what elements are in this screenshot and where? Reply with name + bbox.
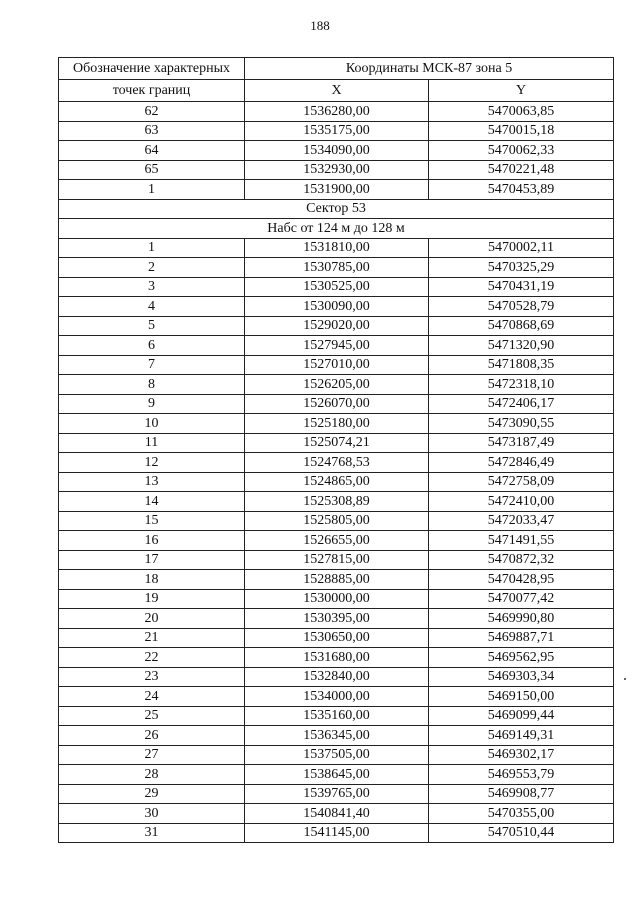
table-row: [59, 258, 614, 278]
y-coordinate-cell: 5469553,79: [429, 765, 614, 785]
y-coordinate-cell: 5470528,79: [429, 297, 614, 317]
table-row: [59, 297, 614, 317]
y-coordinate-cell: 5472406,17: [429, 394, 614, 414]
point-cell: 13: [59, 472, 245, 492]
coordinates-table: [58, 57, 614, 843]
table-row: [59, 765, 614, 785]
point-cell: 5: [59, 316, 245, 336]
x-coordinate-cell: 1524865,00: [245, 472, 429, 492]
point-cell: 27: [59, 745, 245, 765]
table-row: [59, 414, 614, 434]
y-coordinate-cell: 5469099,44: [429, 706, 614, 726]
y-coordinate-cell: 5473090,55: [429, 414, 614, 434]
point-cell: 25: [59, 706, 245, 726]
table-row: [59, 453, 614, 473]
x-coordinate-cell: 1526655,00: [245, 531, 429, 551]
y-coordinate-cell: 5470510,44: [429, 823, 614, 843]
table-row: [59, 784, 614, 804]
y-coordinate-cell: 5472410,00: [429, 492, 614, 512]
x-coordinate-cell: 1540841,40: [245, 804, 429, 824]
point-cell: 20: [59, 609, 245, 629]
y-coordinate-cell: 5473187,49: [429, 433, 614, 453]
x-coordinate-cell: 1537505,00: [245, 745, 429, 765]
y-coordinate-cell: 5470221,48: [429, 160, 614, 180]
x-coordinate-cell: 1530650,00: [245, 628, 429, 648]
table-row: [59, 336, 614, 356]
x-coordinate-cell: 1531900,00: [245, 180, 429, 200]
y-coordinate-cell: 5470015,18: [429, 121, 614, 141]
y-coordinate-cell: 5471808,35: [429, 355, 614, 375]
point-cell: 23: [59, 667, 245, 687]
table-row: [59, 667, 614, 687]
table-row: [59, 687, 614, 707]
point-cell: 22: [59, 648, 245, 668]
table-row: [59, 141, 614, 161]
header-coordinates: Координаты МСК-87 зона 5: [245, 58, 614, 80]
y-coordinate-cell: 5470868,69: [429, 316, 614, 336]
table-row: [59, 823, 614, 843]
section-label: Набс от 124 м до 128 м: [59, 219, 614, 239]
header-point-designation-line1: Обозначение характерных: [59, 58, 245, 80]
y-coordinate-cell: 5469303,34: [429, 667, 614, 687]
y-coordinate-cell: 5470355,00: [429, 804, 614, 824]
x-coordinate-cell: 1525074,21: [245, 433, 429, 453]
y-coordinate-cell: 5469149,31: [429, 726, 614, 746]
x-coordinate-cell: 1530090,00: [245, 297, 429, 317]
header-point-designation-line2: точек границ: [59, 80, 245, 102]
table-row: [59, 531, 614, 551]
table-row: [59, 745, 614, 765]
y-coordinate-cell: 5470002,11: [429, 238, 614, 258]
x-coordinate-cell: 1524768,53: [245, 453, 429, 473]
point-cell: 21: [59, 628, 245, 648]
point-cell: 11: [59, 433, 245, 453]
point-cell: 7: [59, 355, 245, 375]
x-coordinate-cell: 1530000,00: [245, 589, 429, 609]
point-cell: 2: [59, 258, 245, 278]
point-cell: 24: [59, 687, 245, 707]
point-cell: 9: [59, 394, 245, 414]
y-coordinate-cell: 5469908,77: [429, 784, 614, 804]
x-coordinate-cell: 1527945,00: [245, 336, 429, 356]
table-header: [59, 58, 614, 102]
table-row: [59, 648, 614, 668]
table-row: [59, 102, 614, 122]
section-row: [59, 199, 614, 219]
table-row: [59, 589, 614, 609]
x-coordinate-cell: 1526205,00: [245, 375, 429, 395]
x-coordinate-cell: 1536280,00: [245, 102, 429, 122]
point-cell: 6: [59, 336, 245, 356]
y-coordinate-cell: 5469562,95: [429, 648, 614, 668]
x-coordinate-cell: 1541145,00: [245, 823, 429, 843]
table-row: [59, 277, 614, 297]
point-cell: 3: [59, 277, 245, 297]
y-coordinate-cell: 5472033,47: [429, 511, 614, 531]
x-coordinate-cell: 1525180,00: [245, 414, 429, 434]
y-coordinate-cell: 5470063,85: [429, 102, 614, 122]
table-row: [59, 706, 614, 726]
x-coordinate-cell: 1525308,89: [245, 492, 429, 512]
point-cell: 19: [59, 589, 245, 609]
point-cell: 65: [59, 160, 245, 180]
table-row: [59, 180, 614, 200]
y-coordinate-cell: 5470077,42: [429, 589, 614, 609]
x-coordinate-cell: 1531810,00: [245, 238, 429, 258]
y-coordinate-cell: 5472318,10: [429, 375, 614, 395]
y-coordinate-cell: 5470325,29: [429, 258, 614, 278]
point-cell: 15: [59, 511, 245, 531]
table-header-row: [59, 58, 614, 80]
x-coordinate-cell: 1535175,00: [245, 121, 429, 141]
table-row: [59, 316, 614, 336]
table-row: [59, 375, 614, 395]
x-coordinate-cell: 1531680,00: [245, 648, 429, 668]
point-cell: 62: [59, 102, 245, 122]
x-coordinate-cell: 1539765,00: [245, 784, 429, 804]
point-cell: 14: [59, 492, 245, 512]
point-cell: 10: [59, 414, 245, 434]
x-coordinate-cell: 1529020,00: [245, 316, 429, 336]
x-coordinate-cell: 1526070,00: [245, 394, 429, 414]
y-coordinate-cell: 5470062,33: [429, 141, 614, 161]
point-cell: 17: [59, 550, 245, 570]
point-cell: 29: [59, 784, 245, 804]
x-coordinate-cell: 1527010,00: [245, 355, 429, 375]
y-coordinate-cell: 5472758,09: [429, 472, 614, 492]
x-coordinate-cell: 1530785,00: [245, 258, 429, 278]
y-coordinate-cell: 5471320,90: [429, 336, 614, 356]
table-row: [59, 121, 614, 141]
table-row: [59, 628, 614, 648]
table-body: [59, 102, 614, 843]
point-cell: 4: [59, 297, 245, 317]
table-row: [59, 472, 614, 492]
y-coordinate-cell: 5469990,80: [429, 609, 614, 629]
table-row: [59, 238, 614, 258]
x-coordinate-cell: 1530395,00: [245, 609, 429, 629]
point-cell: 30: [59, 804, 245, 824]
x-coordinate-cell: 1532930,00: [245, 160, 429, 180]
table-row: [59, 511, 614, 531]
y-coordinate-cell: 5470872,32: [429, 550, 614, 570]
y-coordinate-cell: 5469887,71: [429, 628, 614, 648]
point-cell: 28: [59, 765, 245, 785]
x-coordinate-cell: 1525805,00: [245, 511, 429, 531]
scan-speck: [624, 678, 626, 680]
x-coordinate-cell: 1532840,00: [245, 667, 429, 687]
y-coordinate-cell: 5471491,55: [429, 531, 614, 551]
page-number: 188: [310, 18, 330, 33]
point-cell: 63: [59, 121, 245, 141]
point-cell: 16: [59, 531, 245, 551]
y-coordinate-cell: 5470431,19: [429, 277, 614, 297]
x-coordinate-cell: 1527815,00: [245, 550, 429, 570]
x-coordinate-cell: 1534090,00: [245, 141, 429, 161]
section-label: Сектор 53: [59, 199, 614, 219]
table-row: [59, 160, 614, 180]
header-y: Y: [429, 80, 614, 102]
point-cell: 8: [59, 375, 245, 395]
point-cell: 1: [59, 180, 245, 200]
table-row: [59, 570, 614, 590]
x-coordinate-cell: 1534000,00: [245, 687, 429, 707]
x-coordinate-cell: 1538645,00: [245, 765, 429, 785]
table-row: [59, 550, 614, 570]
table-row: [59, 394, 614, 414]
table-header-row: [59, 80, 614, 102]
table-row: [59, 726, 614, 746]
x-coordinate-cell: 1535160,00: [245, 706, 429, 726]
header-x: X: [245, 80, 429, 102]
point-cell: 1: [59, 238, 245, 258]
y-coordinate-cell: 5469302,17: [429, 745, 614, 765]
section-row: [59, 219, 614, 239]
point-cell: 12: [59, 453, 245, 473]
y-coordinate-cell: 5469150,00: [429, 687, 614, 707]
y-coordinate-cell: 5472846,49: [429, 453, 614, 473]
y-coordinate-cell: 5470428,95: [429, 570, 614, 590]
point-cell: 64: [59, 141, 245, 161]
table-row: [59, 609, 614, 629]
table-row: [59, 355, 614, 375]
point-cell: 26: [59, 726, 245, 746]
x-coordinate-cell: 1530525,00: [245, 277, 429, 297]
x-coordinate-cell: 1528885,00: [245, 570, 429, 590]
point-cell: 18: [59, 570, 245, 590]
table-row: [59, 492, 614, 512]
table-row: [59, 804, 614, 824]
x-coordinate-cell: 1536345,00: [245, 726, 429, 746]
point-cell: 31: [59, 823, 245, 843]
table-row: [59, 433, 614, 453]
y-coordinate-cell: 5470453,89: [429, 180, 614, 200]
